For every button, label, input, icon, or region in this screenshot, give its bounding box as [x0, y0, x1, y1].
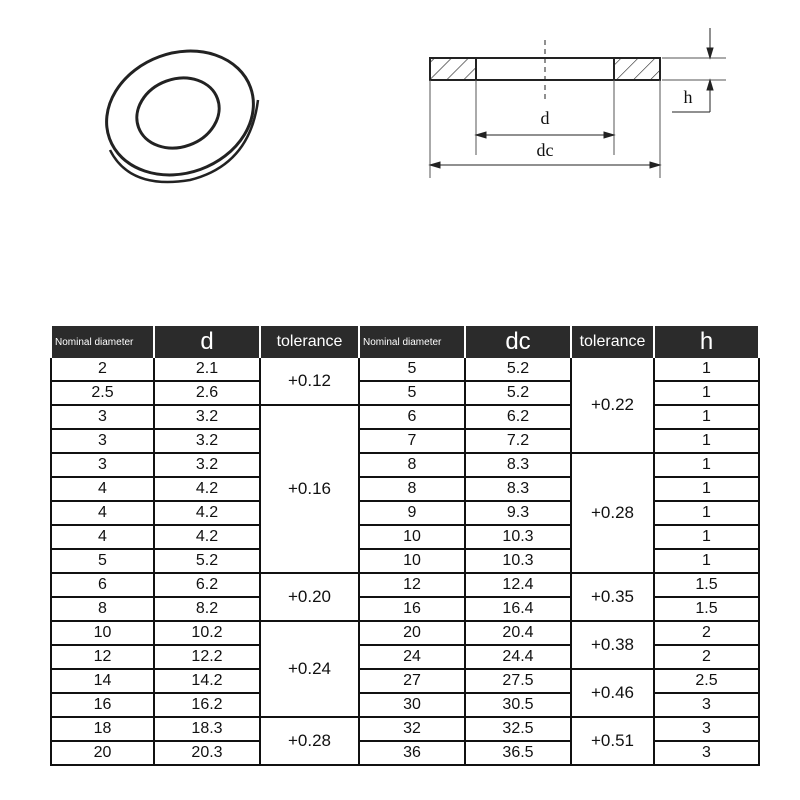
tolerance-d-cell: +0.20 [260, 573, 359, 621]
h-cell: 2 [654, 621, 759, 645]
tolerance-d-cell: +0.24 [260, 621, 359, 717]
header-nominal-diameter: Nominal diameter [51, 326, 154, 358]
dc-cell: 27.5 [465, 669, 571, 693]
dc-cell: 32.5 [465, 717, 571, 741]
nominal-diameter-2-cell: 27 [359, 669, 465, 693]
h-cell: 1 [654, 549, 759, 573]
nominal-diameter-cell: 4 [51, 525, 154, 549]
nominal-diameter-cell: 16 [51, 693, 154, 717]
nominal-diameter-cell: 10 [51, 621, 154, 645]
d-dimension-line [476, 132, 614, 138]
table-header-row [51, 326, 759, 358]
table-row [51, 717, 759, 741]
nominal-diameter-cell: 20 [51, 741, 154, 765]
h-cell: 3 [654, 717, 759, 741]
washer-section-view [430, 28, 726, 178]
table-row [51, 669, 759, 693]
h-cell: 1 [654, 381, 759, 405]
washer-spec-table [50, 326, 760, 766]
dc-cell: 5.2 [465, 381, 571, 405]
d-cell: 3.2 [154, 429, 260, 453]
tolerance-dc-cell: +0.22 [571, 358, 654, 453]
nominal-diameter-cell: 5 [51, 549, 154, 573]
nominal-diameter-cell: 12 [51, 645, 154, 669]
nominal-diameter-cell: 3 [51, 429, 154, 453]
header-nominal-diameter-2: Nominal diameter [359, 326, 465, 358]
washer-3d-view [89, 31, 271, 195]
tolerance-dc-cell: +0.28 [571, 453, 654, 573]
table-row [51, 621, 759, 645]
dc-label: dc [536, 140, 554, 160]
dc-cell: 9.3 [465, 501, 571, 525]
tolerance-dc-cell: +0.51 [571, 717, 654, 765]
dc-cell: 36.5 [465, 741, 571, 765]
nominal-diameter-cell: 14 [51, 669, 154, 693]
nominal-diameter-cell: 18 [51, 717, 154, 741]
table-body [51, 358, 759, 765]
d-cell: 6.2 [154, 573, 260, 597]
nominal-diameter-cell: 6 [51, 573, 154, 597]
dc-cell: 20.4 [465, 621, 571, 645]
header-d: d [154, 326, 260, 358]
nominal-diameter-2-cell: 5 [359, 381, 465, 405]
dc-cell: 12.4 [465, 573, 571, 597]
d-cell: 16.2 [154, 693, 260, 717]
dc-cell: 7.2 [465, 429, 571, 453]
nominal-diameter-2-cell: 32 [359, 717, 465, 741]
h-label: h [683, 87, 693, 107]
header-h: h [654, 326, 759, 358]
d-cell: 4.2 [154, 525, 260, 549]
d-cell: 3.2 [154, 453, 260, 477]
table-row [51, 453, 759, 477]
dc-cell: 5.2 [465, 358, 571, 381]
nominal-diameter-2-cell: 20 [359, 621, 465, 645]
nominal-diameter-cell: 4 [51, 501, 154, 525]
nominal-diameter-cell: 2 [51, 358, 154, 381]
h-cell: 1 [654, 358, 759, 381]
d-cell: 14.2 [154, 669, 260, 693]
dc-cell: 24.4 [465, 645, 571, 669]
h-cell: 1 [654, 405, 759, 429]
nominal-diameter-2-cell: 12 [359, 573, 465, 597]
nominal-diameter-2-cell: 10 [359, 549, 465, 573]
d-cell: 2.1 [154, 358, 260, 381]
h-cell: 1 [654, 453, 759, 477]
h-cell: 1 [654, 501, 759, 525]
h-cell: 1.5 [654, 573, 759, 597]
tolerance-d-cell: +0.12 [260, 358, 359, 405]
dc-cell: 10.3 [465, 549, 571, 573]
d-cell: 20.3 [154, 741, 260, 765]
d-label: d [540, 108, 550, 128]
nominal-diameter-cell: 3 [51, 405, 154, 429]
nominal-diameter-2-cell: 10 [359, 525, 465, 549]
header-tolerance-d: tolerance [260, 326, 359, 358]
nominal-diameter-2-cell: 30 [359, 693, 465, 717]
d-cell: 4.2 [154, 477, 260, 501]
nominal-diameter-2-cell: 5 [359, 358, 465, 381]
d-cell: 12.2 [154, 645, 260, 669]
tolerance-d-cell: +0.28 [260, 717, 359, 765]
tolerance-dc-cell: +0.46 [571, 669, 654, 717]
nominal-diameter-2-cell: 36 [359, 741, 465, 765]
dc-dimension-line [430, 162, 660, 168]
nominal-diameter-2-cell: 7 [359, 429, 465, 453]
nominal-diameter-2-cell: 8 [359, 453, 465, 477]
d-cell: 8.2 [154, 597, 260, 621]
h-cell: 2 [654, 645, 759, 669]
nominal-diameter-2-cell: 6 [359, 405, 465, 429]
h-cell: 3 [654, 741, 759, 765]
tolerance-d-cell: +0.16 [260, 405, 359, 573]
table-row [51, 358, 759, 381]
d-cell: 18.3 [154, 717, 260, 741]
dc-cell: 30.5 [465, 693, 571, 717]
nominal-diameter-2-cell: 9 [359, 501, 465, 525]
dc-cell: 8.3 [465, 453, 571, 477]
nominal-diameter-2-cell: 24 [359, 645, 465, 669]
h-cell: 1 [654, 477, 759, 501]
nominal-diameter-2-cell: 16 [359, 597, 465, 621]
dc-cell: 8.3 [465, 477, 571, 501]
d-cell: 3.2 [154, 405, 260, 429]
d-cell: 4.2 [154, 501, 260, 525]
h-cell: 1.5 [654, 597, 759, 621]
h-dimension-line [672, 28, 713, 112]
d-cell: 10.2 [154, 621, 260, 645]
nominal-diameter-cell: 8 [51, 597, 154, 621]
d-cell: 2.6 [154, 381, 260, 405]
dc-cell: 16.4 [465, 597, 571, 621]
header-dc: dc [465, 326, 571, 358]
h-cell: 1 [654, 429, 759, 453]
nominal-diameter-cell: 3 [51, 453, 154, 477]
dc-cell: 10.3 [465, 525, 571, 549]
nominal-diameter-cell: 2.5 [51, 381, 154, 405]
dc-cell: 6.2 [465, 405, 571, 429]
table-row [51, 573, 759, 597]
nominal-diameter-cell: 4 [51, 477, 154, 501]
washer-drawing [0, 0, 800, 300]
d-cell: 5.2 [154, 549, 260, 573]
nominal-diameter-2-cell: 8 [359, 477, 465, 501]
tolerance-dc-cell: +0.38 [571, 621, 654, 669]
header-tolerance-dc: tolerance [571, 326, 654, 358]
h-cell: 3 [654, 693, 759, 717]
h-cell: 1 [654, 525, 759, 549]
h-cell: 2.5 [654, 669, 759, 693]
tolerance-dc-cell: +0.35 [571, 573, 654, 621]
